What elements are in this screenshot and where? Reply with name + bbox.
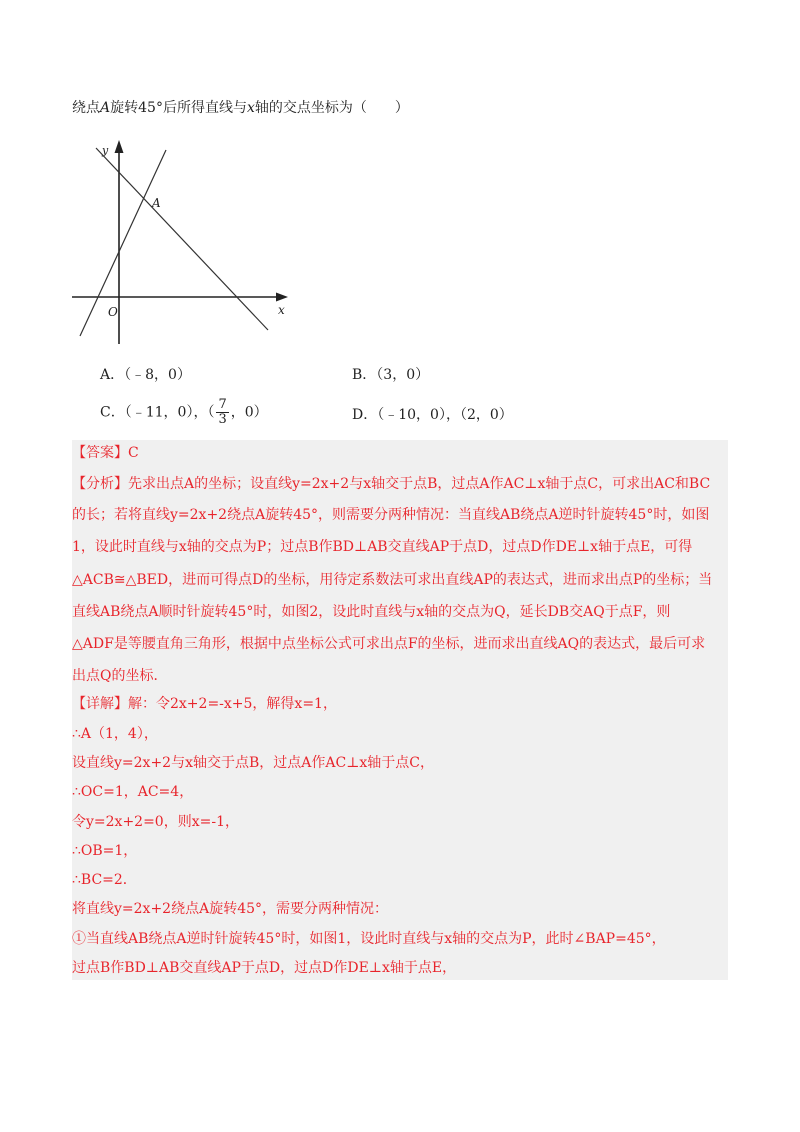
option-c-label: C． bbox=[100, 404, 125, 421]
x-axis-arrow bbox=[276, 293, 288, 302]
answer-line: 【答案】C bbox=[72, 445, 139, 461]
solution-line: ∴BC=2． bbox=[72, 872, 137, 888]
coordinate-figure bbox=[66, 134, 296, 346]
solution-line: 令y=2x+2=0，则x=-1， bbox=[72, 814, 239, 830]
analysis-line: 【分析】先求出点A的坐标；设直线y=2x+2与x轴交于点B，过点A作AC⊥x轴于点C，可求出AC和BC bbox=[72, 476, 711, 492]
question-prefix: 绕点 bbox=[72, 100, 100, 116]
analysis-line: 的长；若将直线y=2x+2绕点A旋转45°，则需要分两种情况：当直线AB绕点A逆时针旋转45°时，如图 bbox=[72, 507, 710, 523]
solution-line: 【详解】解：令2x+2=-x+5，解得x=1， bbox=[72, 696, 337, 712]
line-falling bbox=[96, 148, 268, 330]
option-c[interactable] bbox=[100, 398, 268, 427]
option-c-text-2: ，0） bbox=[230, 404, 268, 421]
analysis-line: △ADF是等腰直角三角形，根据中点坐标公式可求出点F的坐标，进而求出直线AQ的表达式，最后可求 bbox=[72, 636, 706, 652]
solution-line: 设直线y=2x+2与x轴交于点B，过点A作AC⊥x轴于点C， bbox=[72, 755, 434, 771]
option-a-label: A． bbox=[100, 367, 125, 383]
option-b-text: （3，0） bbox=[376, 367, 430, 383]
option-d-label: D． bbox=[352, 407, 378, 423]
label-O: O bbox=[108, 305, 118, 319]
solution-line: ∴A（1，4）， bbox=[72, 726, 158, 742]
fraction-denominator: 3 bbox=[218, 412, 227, 427]
line-rising bbox=[80, 150, 166, 336]
question-stem bbox=[72, 98, 409, 118]
option-b[interactable] bbox=[352, 365, 429, 385]
option-a-text: （﹣8，0） bbox=[124, 367, 191, 383]
option-a[interactable] bbox=[100, 365, 191, 385]
fraction-numerator: 7 bbox=[218, 397, 227, 412]
option-d-text: （﹣10，0），（2，0） bbox=[377, 407, 513, 423]
label-A: A bbox=[152, 196, 161, 210]
solution-line: ∴OC=1，AC=4， bbox=[72, 784, 194, 800]
analysis-line: 1，设此时直线与x轴的交点为P；过点B作BD⊥AB交直线AP于点D，过点D作DE⊥x轴于点E，可得 bbox=[72, 539, 693, 555]
question-suffix: 轴的交点坐标为（ ） bbox=[254, 100, 409, 116]
solution-line: ∴OB=1， bbox=[72, 843, 138, 859]
label-x: x bbox=[278, 303, 285, 317]
y-axis-arrow bbox=[115, 140, 124, 153]
analysis-line: △ACB≅△BED，进而可得点D的坐标，用待定系数法可求出直线AP的表达式，进而求出点P的坐标；当 bbox=[72, 572, 713, 588]
solution-line: 将直线y=2x+2绕点A旋转45°，需要分两种情况： bbox=[72, 901, 389, 917]
option-c-text-1: （﹣11，0），（ bbox=[124, 404, 215, 421]
analysis-line: 出点Q的坐标． bbox=[72, 668, 168, 684]
solution-line: ①当直线AB绕点A逆时针旋转45°时，如图1，设此时直线与x轴的交点为P，此时∠BAP=45°， bbox=[72, 931, 666, 947]
label-y: y bbox=[102, 144, 109, 157]
question-axis: x bbox=[246, 100, 255, 116]
option-b-label: B． bbox=[352, 367, 377, 383]
option-d[interactable] bbox=[352, 405, 513, 425]
question-point: A bbox=[100, 100, 111, 116]
solution-line: 过点B作BD⊥AB交直线AP于点D，过点D作DE⊥x轴于点E， bbox=[72, 960, 457, 976]
question-middle: 旋转45°后所得直线与 bbox=[110, 100, 247, 116]
analysis-line: 直线AB绕点A顺时针旋转45°时，如图2，设此时直线与x轴的交点为Q，延长DB交AQ于点F，则 bbox=[72, 604, 671, 620]
option-c-fraction bbox=[216, 398, 228, 427]
